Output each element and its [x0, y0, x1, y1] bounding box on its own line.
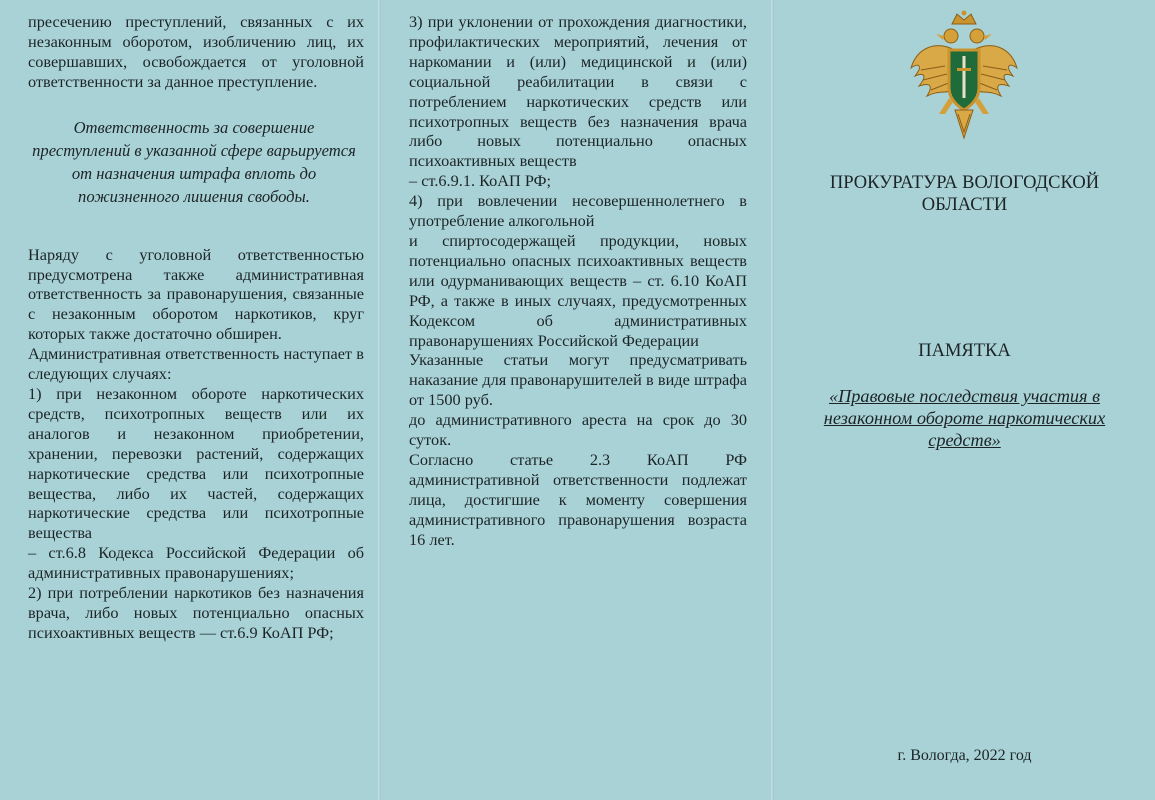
paragraph: Наряду с уголовной ответственностью предусмотрена также административная ответственность за правонарушения, связанные с незаконным оборотом наркотиков, круг которых также достаточно обширен. [28, 244, 364, 344]
panel-middle [381, 0, 771, 800]
list-item-article: – ст.6.9.1. КоАП РФ; [409, 171, 552, 191]
place-and-year: г. Вологда, 2022 год [897, 747, 1032, 764]
list-item: 1) при незаконном обороте наркотических средств, психотропных веществ или их аналогов и незаконном приобретении, хранении, перевозки растений, содержащих наркотические средства или психотропные вещества, либо их частей, содержащих наркотические средства или психотропные вещества [28, 383, 364, 543]
paragraph: пресечению преступлений, связанных с их незаконным оборотом, изобличению лиц, их совершавших, освобождается от уголовной ответственности за данное преступление. [28, 12, 364, 91]
list-item: 3) при уклонении от прохождения диагностики, профилактических мероприятий, лечения от наркомании и (или) медицинской и (или) социальной реабилитации в связи с потреблением наркотических средств или психотропных веществ без назначения врача либо новых потенциально опасных психоактивных веществ [409, 12, 747, 171]
paragraph: Административная ответственность наступает в следующих случаях: [28, 344, 364, 384]
eagle-emblem-icon [905, 10, 1023, 150]
list-item: 4) при вовлечении несовершеннолетнего в употребление алкогольной [409, 191, 747, 231]
memo-heading: ПАМЯТКА [918, 341, 1011, 361]
responsibility-note: Ответственность за совершение преступлений в указанной сфере варьируется от назначения штрафа вплоть до пожизненного лишения свободы. [32, 117, 356, 206]
paragraph: до административного ареста на срок до 30 суток. [409, 410, 747, 450]
panel-cover [774, 0, 1155, 800]
paragraph: Согласно статье 2.3 КоАП РФ административной ответственности подлежат лица, достигшие к моменту совершения административного правонарушения возраста 16 лет. [409, 449, 747, 549]
list-item-continued: и спиртосодержащей продукции, новых потенциально опасных психоактивных веществ или одурманивающих веществ – ст. 6.10 КоАП РФ, а также в иных случаях, предусмотренных Кодексом об административных правонарушениях Российской Федерации [409, 230, 747, 350]
paragraph: Указанные статьи могут предусматривать наказание для правонарушителей в виде штрафа от 1500 руб. [409, 350, 747, 410]
panel-left [0, 0, 378, 800]
organization-title: ПРОКУРАТУРА ВОЛОГОДСКОЙ ОБЛАСТИ [829, 173, 1100, 215]
memo-subtitle: «Правовые последствия участия в незаконном обороте наркотических средств» [823, 386, 1106, 450]
list-item-article: – ст.6.8 Кодекса Российской Федерации об административных правонарушениях; [28, 543, 364, 583]
list-item: 2) при потреблении наркотиков без назначения врача, либо новых потенциально опасных психоактивных веществ — ст.6.9 КоАП РФ; [28, 583, 364, 642]
